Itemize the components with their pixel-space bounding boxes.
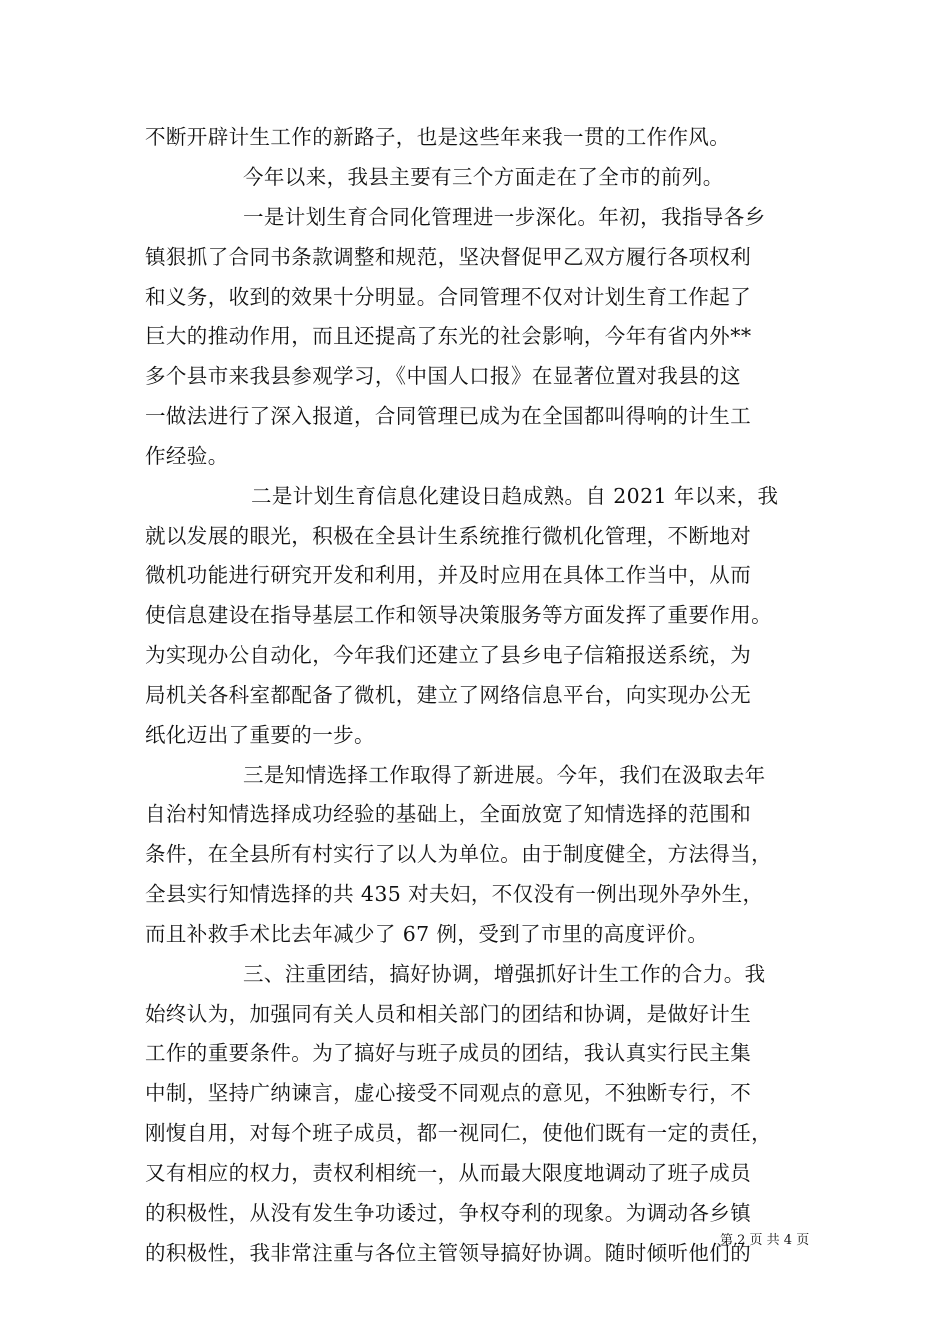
text-line: 使信息建设在指导基层工作和领导决策服务等方面发挥了重要作用。 [145, 603, 772, 627]
text-line: 一是计划生育合同化管理进一步深化。年初，我指导各乡 [243, 205, 766, 229]
text-line: 的积极性，从没有发生争功诿过，争权夺利的现象。为调动各乡镇 [145, 1201, 752, 1225]
text-line: 的积极性，我非常注重与各位主管领导搞好协调。随时倾听他们的 [145, 1241, 752, 1265]
text-line: 纸化迈出了重要的一步。 [145, 723, 375, 747]
text-line: 作经验。 [145, 444, 229, 468]
text-line: 条件，在全县所有村实行了以人为单位。由于制度健全，方法得当， [145, 842, 772, 866]
text-line: 始终认为，加强同有关人员和相关部门的团结和协调，是做好计生 [145, 1002, 752, 1026]
text-line: 刚愎自用，对每个班子成员，都一视同仁，使他们既有一定的责任， [145, 1121, 772, 1145]
text-line: 镇狠抓了合同书条款调整和规范，坚决督促甲乙双方履行各项权利 [145, 245, 752, 269]
text-line: 中制，坚持广纳谏言，虚心接受不同观点的意见，不独断专行，不 [145, 1081, 752, 1105]
page-number: 第 2 页 共 4 页 [720, 1233, 810, 1248]
text-line: 和义务，收到的效果十分明显。合同管理不仅对计划生育工作起了 [145, 285, 752, 309]
text-line: 多个县市来我县参观学习，《中国人口报》在显著位置对我县的这 [145, 364, 741, 388]
text-line: 三、注重团结，搞好协调，增强抓好计生工作的合力。我 [243, 962, 766, 986]
text-line: 不断开辟计生工作的新路子，也是这些年来我一贯的工作作风。 [145, 125, 731, 149]
text-line: 今年以来，我县主要有三个方面走在了全市的前列。 [243, 165, 724, 189]
text-line: 局机关各科室都配备了微机，建立了网络信息平台，向实现办公无 [145, 683, 752, 707]
text-line: 二是计划生育信息化建设日趋成熟。自 2021 年以来，我 [251, 484, 779, 508]
text-line: 一做法进行了深入报道，合同管理已成为在全国都叫得响的计生工 [145, 404, 752, 428]
text-line: 为实现办公自动化，今年我们还建立了县乡电子信箱报送系统，为 [145, 643, 752, 667]
text-line: 就以发展的眼光，积极在全县计生系统推行微机化管理，不断地对 [145, 524, 752, 548]
text-line: 微机功能进行研究开发和利用，并及时应用在具体工作当中，从而 [145, 563, 752, 587]
text-line: 而且补救手术比去年减少了 67 例，受到了市里的高度评价。 [145, 922, 709, 946]
text-line: 三是知情选择工作取得了新进展。今年，我们在汲取去年 [243, 763, 766, 787]
text-line: 全县实行知情选择的共 435 对夫妇，不仅没有一例出现外孕外生， [145, 882, 764, 906]
text-line: 工作的重要条件。为了搞好与班子成员的团结，我认真实行民主集 [145, 1041, 752, 1065]
text-line: 巨大的推动作用，而且还提高了东光的社会影响，今年有省内外** [145, 324, 752, 348]
text-line: 自治村知情选择成功经验的基础上，全面放宽了知情选择的范围和 [145, 802, 752, 826]
text-line: 又有相应的权力，责权利相统一，从而最大限度地调动了班子成员 [145, 1161, 752, 1185]
